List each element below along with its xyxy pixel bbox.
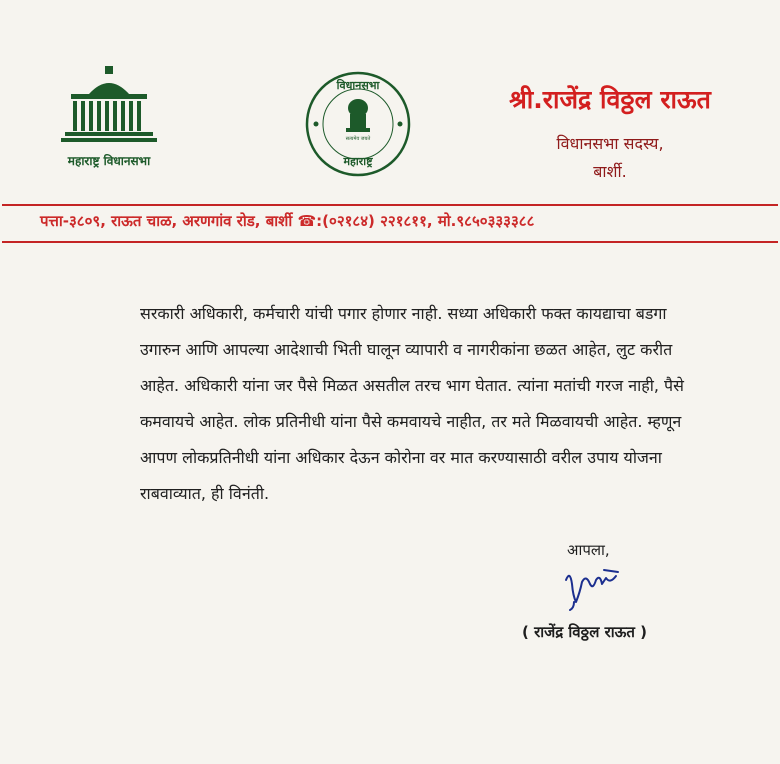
assembly-seal <box>304 70 412 178</box>
vidhan-bhavan-logo <box>44 64 174 174</box>
assembly-building-icon <box>59 64 159 146</box>
header-top-rule <box>2 204 778 206</box>
mla-name: श्री.राजेंद्र विठ्ठल राऊत <box>509 85 711 114</box>
address-line <box>40 211 740 231</box>
letter-body <box>140 296 730 512</box>
header-bottom-rule <box>2 241 778 243</box>
closing-salutation: आपला, <box>567 541 610 559</box>
mla-designation: विधानसभा सदस्य, <box>556 134 664 153</box>
handwritten-signature <box>560 562 630 612</box>
logo-left-label: महाराष्ट्र विधानसभा <box>67 154 151 168</box>
body-line: उगारुन आणि आपल्या आदेशाची भिती घालून व्यापारी व नागरीकांना छळत आहेत, लुट करीत <box>140 340 673 359</box>
address-text: पत्ता-३८०९, राऊत चाळ, अरणगांव रोड, बार्शी <box>40 212 293 230</box>
body-line: राबवाव्यात, ही विनंती. <box>140 484 270 503</box>
seal-top-text: विधानसभा <box>336 79 380 92</box>
body-line: आपण लोकप्रतिनीधी यांना अधिकार देऊन कोरोना वर मात करण्यासाठी वरील उपाय योजना <box>140 448 662 467</box>
seal-motto: सत्यमेव जयते <box>345 136 371 142</box>
seal-bottom-text: महाराष्ट्र <box>343 155 373 168</box>
signatory-name: ( राजेंद्र विठ्ठल राऊत ) <box>522 623 648 641</box>
body-line: सरकारी अधिकारी, कर्मचारी यांची पगार होणार नाही. सध्या अधिकारी फक्त कायद्याचा बडगा <box>140 304 667 323</box>
phone-numbers: :(०२१८४) २२१८११, मो.९८५०३३३३८८ <box>316 212 535 230</box>
mla-place: बार्शी. <box>593 162 627 181</box>
body-line: कमवायचे आहेत. लोक प्रतिनीधी यांना पैसे कमवायचे नाहीत, तर मते मिळवायची आहेत. म्हणून <box>140 412 682 431</box>
body-line: आहेत. अधिकारी यांना जर पैसे मिळत असतील तरच भाग घेतात. त्यांना मतांची गरज नाही, पैसे <box>140 376 684 395</box>
telephone-icon: ☎ <box>297 212 317 230</box>
